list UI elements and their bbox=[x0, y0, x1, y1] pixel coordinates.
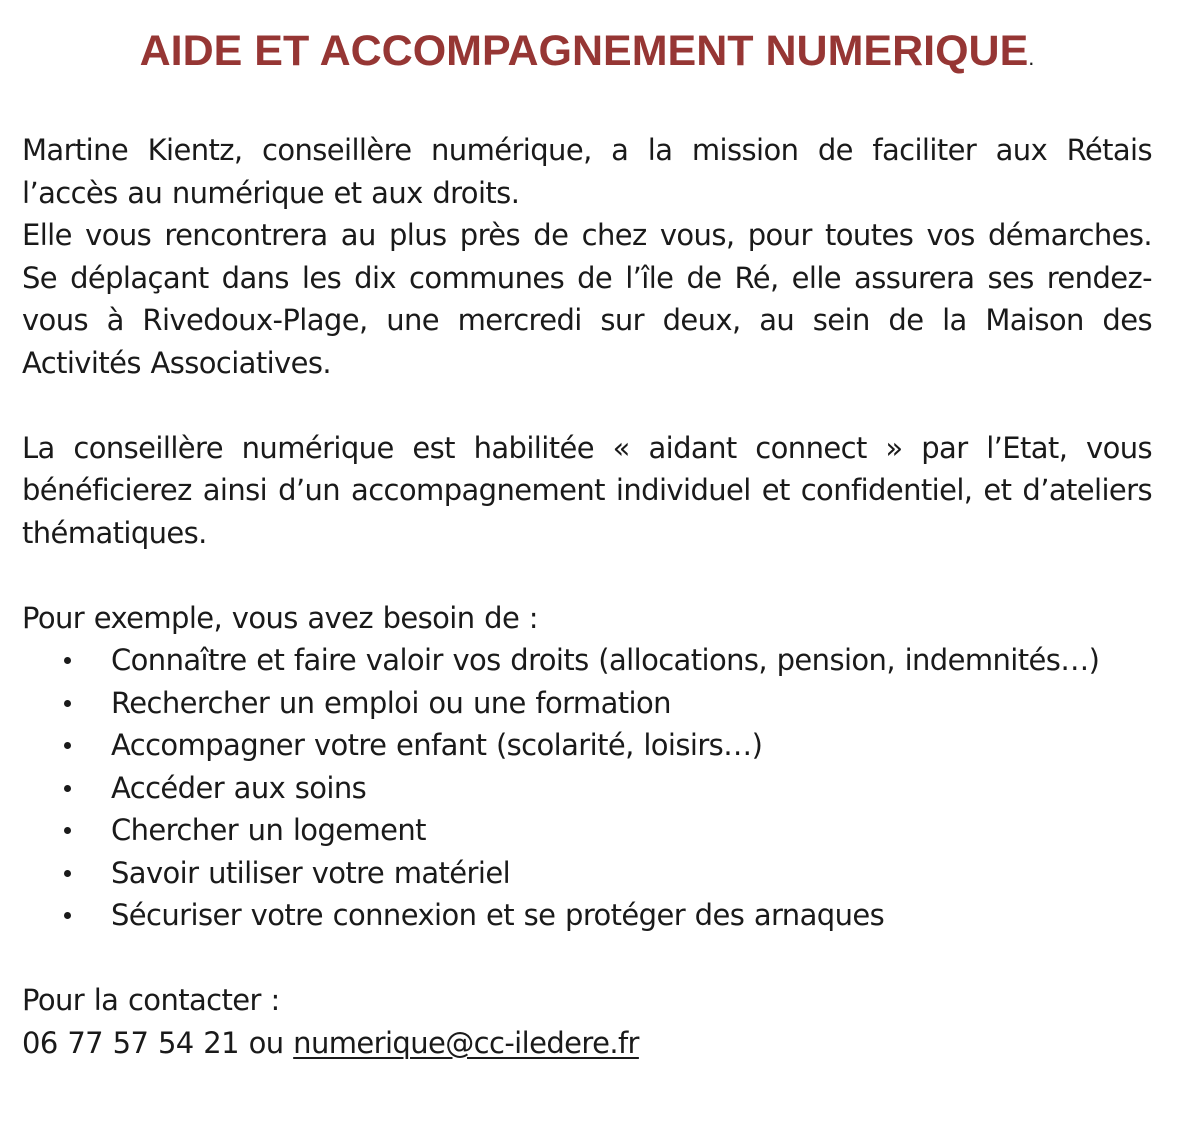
bullet-icon bbox=[64, 870, 71, 877]
paragraph-spacer bbox=[22, 937, 1152, 980]
list-item bbox=[22, 809, 1152, 852]
intro-paragraph-rendezvous: Elle vous rencontrera au plus près de chez vous, pour toutes vos démarches. Se déplaçant dans les dix communes de l’île de Ré, elle assurera ses rendez-vous à Rivedoux-Plage, une mercredi sur deux, au sein de la Maison des Activités Associatives. bbox=[22, 218, 1152, 380]
list-item bbox=[22, 767, 1152, 810]
bullet-icon bbox=[64, 785, 71, 792]
needs-list bbox=[22, 639, 1152, 937]
bullet-icon bbox=[64, 912, 71, 919]
contact-email-link[interactable]: numerique@cc-iledere.fr bbox=[293, 1025, 639, 1060]
contact-phone: 06 77 57 54 21 bbox=[22, 1025, 239, 1060]
list-item-text: Accompagner votre enfant (scolarité, loisirs…) bbox=[111, 728, 763, 762]
bullet-icon bbox=[64, 657, 71, 664]
page-title-trailing-dot: . bbox=[1028, 45, 1035, 70]
intro-paragraph-mission: Martine Kientz, conseillère numérique, a la mission de faciliter aux Rétais l’accès au numérique et aux droits. bbox=[22, 133, 1152, 210]
contact-line bbox=[22, 1022, 1152, 1065]
bullet-icon bbox=[64, 700, 71, 707]
list-item-text: Rechercher un emploi ou une formation bbox=[111, 685, 671, 720]
page-title bbox=[22, 26, 1152, 83]
bullet-icon bbox=[64, 742, 71, 749]
needs-heading: Pour exemple, vous avez besoin de : bbox=[22, 600, 538, 635]
list-item-text: Accéder aux soins bbox=[111, 770, 367, 805]
list-item bbox=[22, 894, 1152, 937]
list-item bbox=[22, 639, 1152, 682]
list-item-text: Chercher un logement bbox=[111, 813, 426, 847]
contact-separator: ou bbox=[248, 1025, 284, 1060]
bullet-icon bbox=[64, 827, 71, 834]
page-title-text: AIDE ET ACCOMPAGNEMENT NUMERIQUE bbox=[139, 27, 1029, 75]
list-item bbox=[22, 682, 1152, 725]
paragraph-spacer bbox=[22, 384, 1152, 427]
contact-heading: Pour la contacter : bbox=[22, 983, 280, 1017]
aidant-connect-paragraph: La conseillère numérique est habilitée « aidant connect » par l’Etat, vous bénéficierez ainsi d’un accompagnement individuel et confidentiel, et d’ateliers thématiques. bbox=[22, 430, 1152, 550]
list-item bbox=[22, 852, 1152, 895]
list-item-text: Sécuriser votre connexion et se protéger des arnaques bbox=[111, 898, 885, 932]
document-page bbox=[22, 0, 1152, 1064]
list-item-text: Savoir utiliser votre matériel bbox=[111, 855, 511, 890]
paragraph-spacer bbox=[22, 554, 1152, 597]
document-body bbox=[22, 129, 1152, 1064]
list-item bbox=[22, 724, 1152, 767]
list-item-text: Connaître et faire valoir vos droits (allocations, pension, indemnités…) bbox=[111, 643, 1100, 677]
